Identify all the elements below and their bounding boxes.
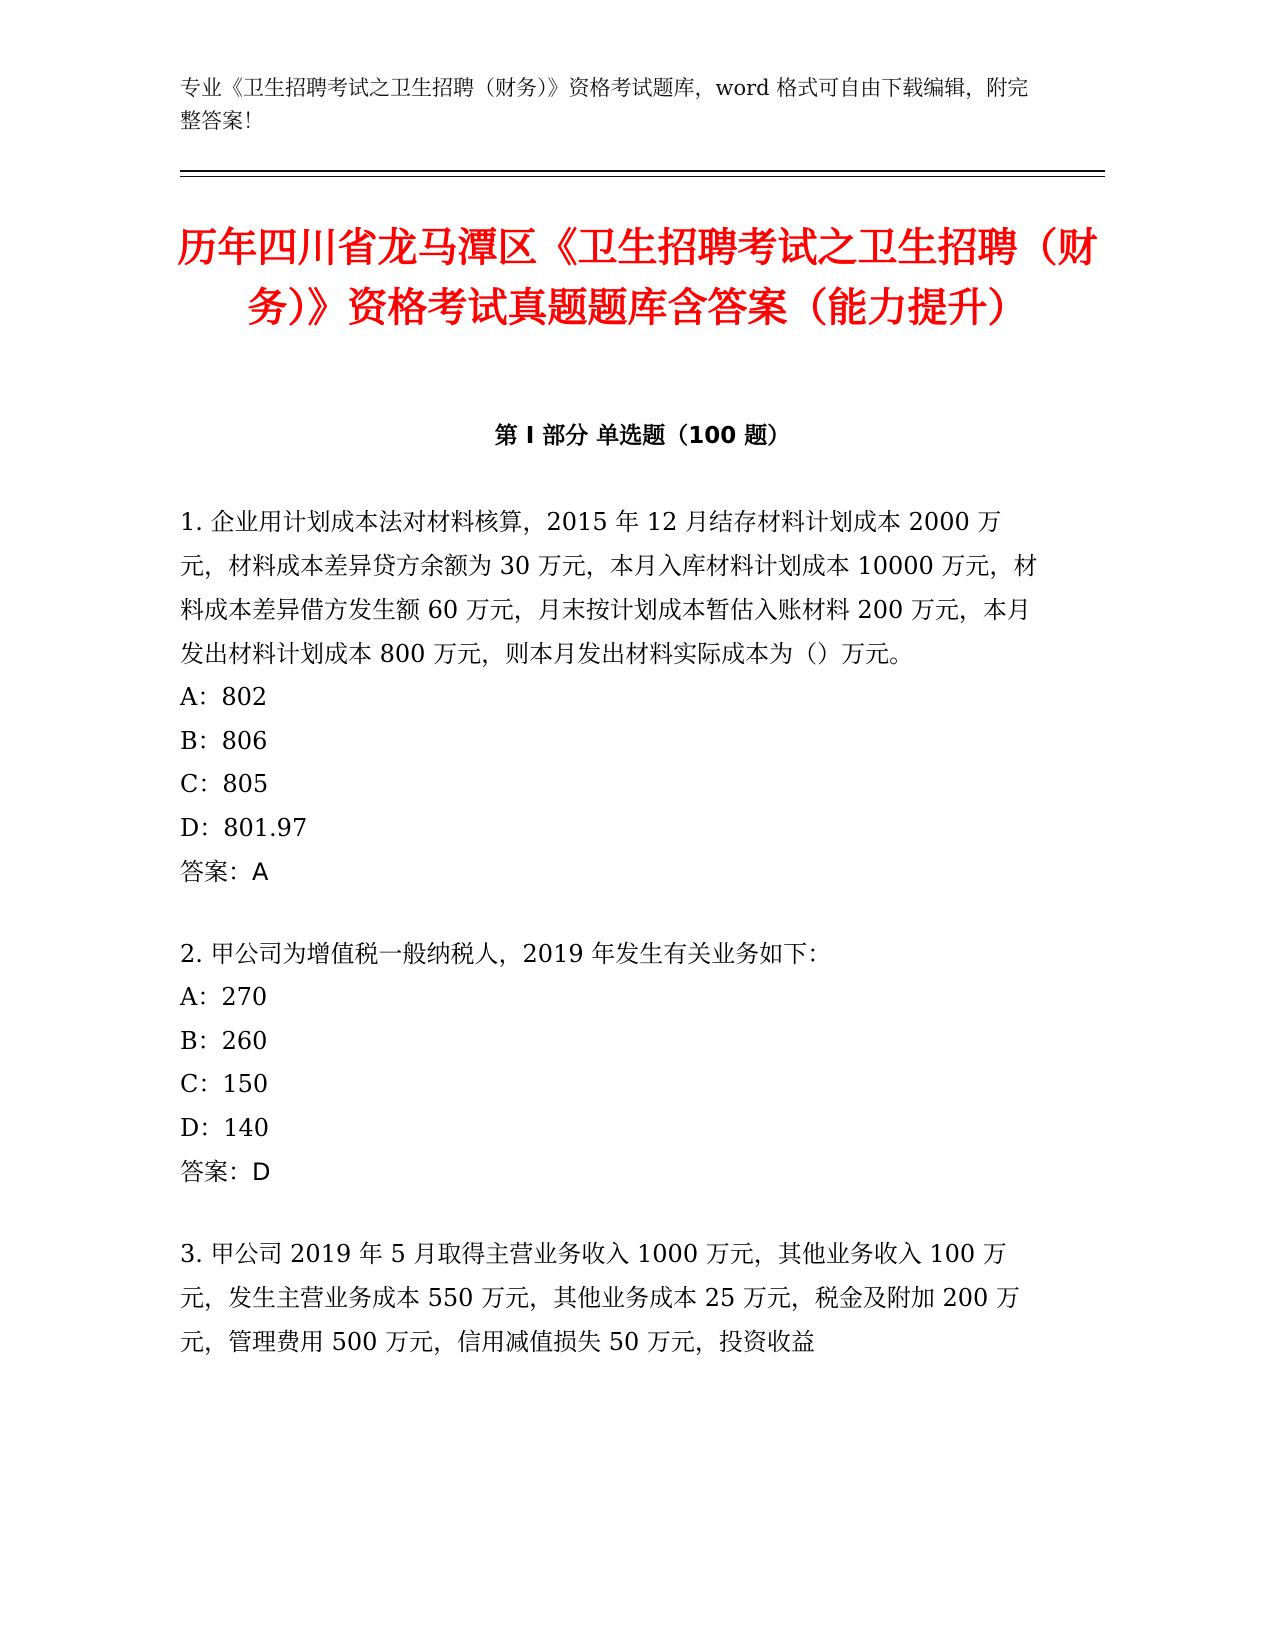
answer-line: 答案：A: [180, 858, 269, 886]
question-1: [180, 500, 1040, 894]
question-stem: 3. 甲公司 2019 年 5 月取得主营业务收入 1000 万元，其他业务收入 100 万元，发生主营业务成本 550 万元，其他业务成本 25 万元，税金及附加 200 万元，管理费用 500 万元，信用减值损失 50 万元，投资收益: [180, 1240, 1020, 1356]
question-3: [180, 1232, 1040, 1364]
option-c: C：805: [180, 770, 269, 798]
option-d: D：801.97: [180, 813, 308, 842]
option-b: B：806: [180, 726, 268, 755]
option-a: A：270: [180, 983, 268, 1011]
document-title: 历年四川省龙马潭区《卫生招聘考试之卫生招聘（财务）》资格考试真题题库含答案（能力提升）: [177, 225, 1098, 331]
option-a: A：802: [180, 683, 268, 711]
header-divider-thick: [180, 170, 1105, 172]
section-heading: 第 I 部分 单选题（100 题）: [494, 423, 791, 449]
question-list: [180, 500, 1040, 1402]
option-d: D：140: [180, 1113, 270, 1142]
header-divider-thin: [180, 176, 1105, 177]
header-note: 专业《卫生招聘考试之卫生招聘（财务）》资格考试题库，word 格式可自由下载编辑，附完整答案！: [180, 76, 1029, 133]
option-b: B：260: [180, 1026, 268, 1055]
option-c: C：150: [180, 1070, 269, 1098]
question-stem: 1. 企业用计划成本法对材料核算，2015 年 12 月结存材料计划成本 2000 万元，材料成本差异贷方余额为 30 万元，本月入库材料计划成本 10000 万元，材料成本差异借方发生额 60 万元，月末按计划成本暂估入账材料 200 万元，本月发出材料计划成本 800 万元，则本月发出材料实际成本为（）万元。: [180, 508, 1038, 668]
question-2: [180, 932, 1040, 1194]
question-stem: 2. 甲公司为增值税一般纳税人，2019 年发生有关业务如下：: [180, 940, 832, 968]
answer-line: 答案：D: [180, 1158, 271, 1186]
